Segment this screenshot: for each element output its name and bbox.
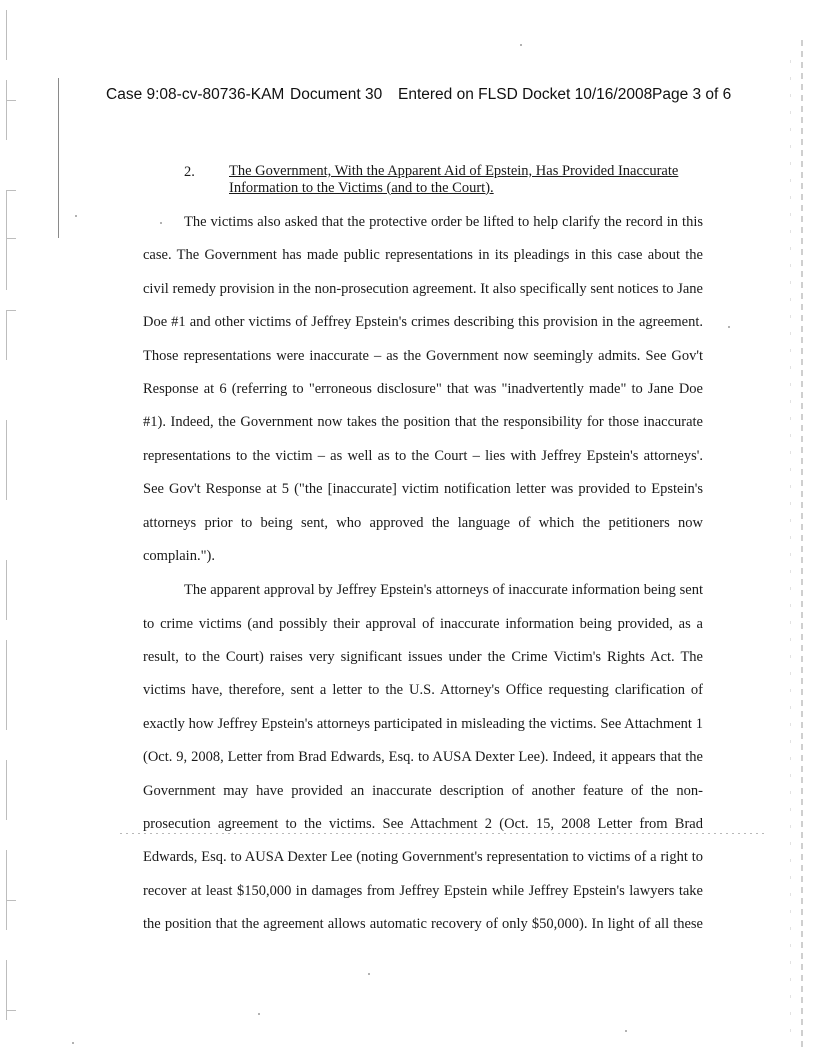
text-line: Government may have provided an inaccurate description of another feature of the non- [143, 782, 703, 799]
section-title-line: The Government, With the Apparent Aid of Epstein, Has Provided Inaccurate [229, 163, 679, 179]
text-line: Those representations were inaccurate – as the Government now seemingly admits. See Gov't [143, 347, 703, 364]
text-line: exactly how Jeffrey Epstein's attorneys participated in misleading the victims. See Attachment 1 [143, 715, 703, 732]
scan-speck [728, 326, 730, 328]
text-line: the position that the agreement allows automatic recovery of only $50,000). In light of all these [143, 916, 703, 933]
case-number: Case 9:08-cv-80736-KAM [106, 86, 285, 103]
section-title [229, 163, 709, 196]
text-line: recover at least $150,000 in damages from Jeffrey Epstein while Jeffrey Epstein's lawyers take [143, 882, 703, 899]
text-line: (Oct. 9, 2008, Letter from Brad Edwards, Esq. to AUSA Dexter Lee). Indeed, it appears that the [143, 749, 703, 766]
document-number: Document 30 [290, 86, 383, 103]
text-line: See Gov't Response at 5 ("the [inaccurate] victim notification letter was provided to Epstein's [143, 481, 703, 498]
scan-margin-line [58, 78, 59, 238]
body-text [143, 206, 703, 942]
scan-speck [72, 1042, 74, 1044]
text-line: representations to the victim – as well as to the Court – lies with Jeffrey Epstein's attorneys'. [143, 447, 703, 464]
text-line: attorneys prior to being sent, who approved the language of which the petitioners now [143, 514, 703, 531]
section-title-line: Information to the Victims (and to the Court). [229, 179, 494, 196]
scan-right-edge [801, 40, 803, 1050]
scan-speck [258, 1013, 260, 1015]
paragraph [143, 574, 703, 941]
scan-speck [368, 973, 370, 975]
scan-speck [520, 44, 522, 46]
page-number: Page 3 of 6 [652, 86, 732, 103]
scan-right-edge-faint [790, 60, 791, 1040]
scan-speck [75, 215, 77, 217]
scan-left-edge [0, 0, 40, 1056]
text-line: prosecution agreement to the victims. See Attachment 2 (Oct. 15, 2008 Letter from Brad [143, 816, 703, 833]
text-line: #1). Indeed, the Government now takes the position that the responsibility for those inaccurate [143, 414, 703, 431]
text-line: civil remedy provision in the non-prosecution agreement. It also specifically sent notices to Jane [143, 280, 703, 297]
text-line: to crime victims (and possibly their approval of inaccurate information being provided, as a [143, 615, 703, 632]
paragraph [143, 206, 703, 573]
section-number: 2. [184, 164, 195, 180]
docket-entry: Entered on FLSD Docket 10/16/2008 [398, 86, 653, 103]
text-line: victims have, therefore, sent a letter to the U.S. Attorney's Office requesting clarification of [143, 682, 703, 699]
text-line: Response at 6 (referring to "erroneous disclosure" that was "inadvertently made" to Jane Doe [143, 380, 703, 397]
text-line: complain."). [143, 547, 215, 564]
text-line: Doe #1 and other victims of Jeffrey Epstein's crimes describing this provision in the agreement. [143, 314, 703, 331]
scan-speck [625, 1030, 627, 1032]
text-line: The victims also asked that the protective order be lifted to help clarify the record in this [184, 214, 703, 230]
text-line: The apparent approval by Jeffrey Epstein's attorneys of inaccurate information being sent [184, 582, 703, 599]
text-line: case. The Government has made public representations in its pleadings in this case about the [143, 247, 703, 264]
text-line: Edwards, Esq. to AUSA Dexter Lee (noting Government's representation to victims of a right to [143, 849, 703, 866]
text-line: result, to the Court) raises very significant issues under the Crime Victim's Rights Act. The [143, 649, 703, 666]
